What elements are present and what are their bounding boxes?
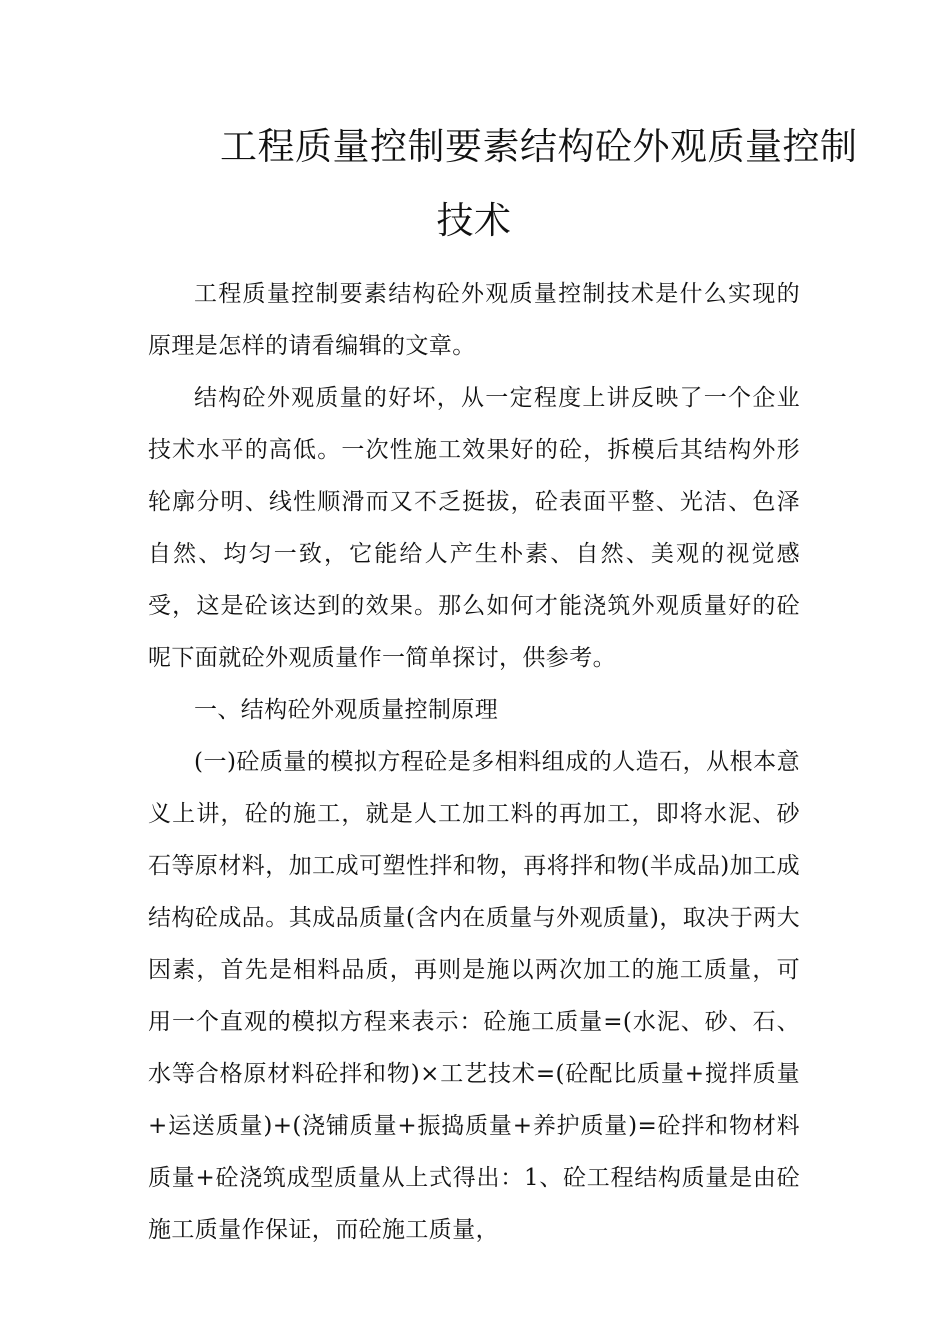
paragraph-equation: (一)砼质量的模拟方程砼是多相料组成的人造石，从根本意义上讲，砼的施工，就是人工加工料的再加工，即将水泥、砂石等原材料，加工成可塑性拌和物，再将拌和物(半成品)加工成结构砼成品。其成品质量(含内在质量与外观质量)，取决于两大因素，首先是相料品质，再则是施以两次加工的施工质量，可用一个直观的模拟方程来表示：砼施工质量=(水泥、砂、石、水等合格原材料砼拌和物)×工艺技术=(砼配比质量+搅拌质量+运送质量)+(浇铺质量+振捣质量+养护质量)=砼拌和物材料质量+砼浇筑成型质量从上式得出：1、砼工程结构质量是由砼施工质量作保证，而砼施工质量， <box>148 749 800 1243</box>
paragraph-intro: 工程质量控制要素结构砼外观质量控制技术是什么实现的原理是怎样的请看编辑的文章。 <box>148 281 800 359</box>
document-title <box>148 110 858 258</box>
title-line-1: 工程质量控制要素结构砼外观质量控制 <box>220 125 858 168</box>
document-body <box>148 268 800 1256</box>
paragraph-overview: 结构砼外观质量的好坏，从一定程度上讲反映了一个企业技术水平的高低。一次性施工效果好的砼，拆模后其结构外形轮廓分明、线性顺滑而又不乏挺拔，砼表面平整、光洁、色泽自然、均匀一致，它能给人产生朴素、自然、美观的视觉感受，这是砼该达到的效果。那么如何才能浇筑外观质量好的砼呢下面就砼外观质量作一简单探讨，供参考。 <box>148 385 800 671</box>
title-line-2: 技术 <box>436 199 512 242</box>
section-heading: 一、结构砼外观质量控制原理 <box>194 697 499 723</box>
